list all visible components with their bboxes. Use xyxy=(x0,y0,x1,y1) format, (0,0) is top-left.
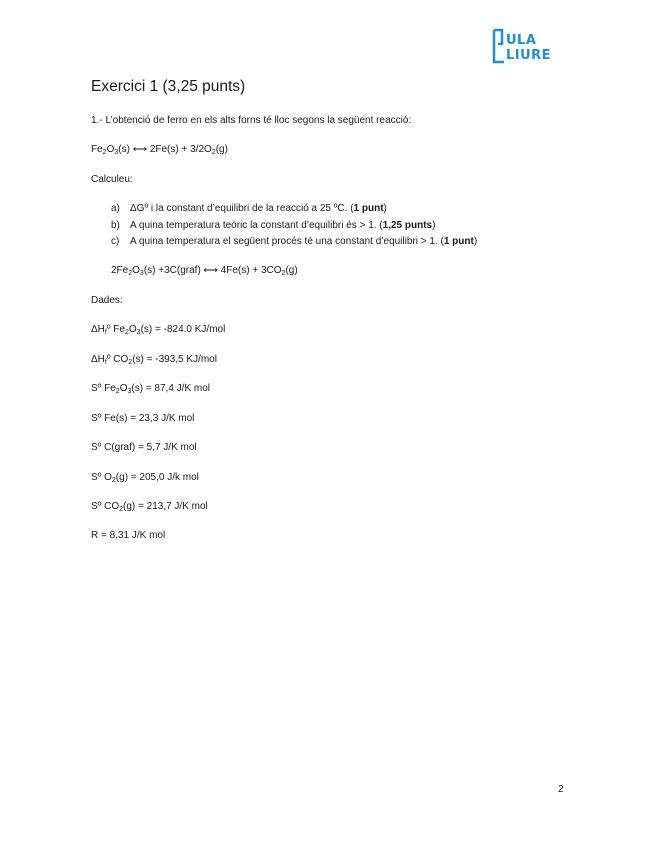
dades-label: Dades: xyxy=(91,295,123,306)
data-dh-co2: $\Delta H_fº$ $CO_2(s) = -393,5$ KJ/mol xyxy=(91,354,217,366)
reaction-2: $2Fe_2O_3(s)$ +3C(graf) ⟷ $4Fe(s) + 3CO_2(g)$ xyxy=(111,265,298,277)
aula-lliure-logo xyxy=(490,28,562,66)
exercise-title: Exercici 1 (3,25 punts) xyxy=(91,78,246,95)
item-marker: b) xyxy=(111,220,120,231)
data-s-fe: Sº Fe(s) = 23,3 J/K mol xyxy=(91,413,195,424)
item-marker: a) xyxy=(111,203,120,214)
intro-text: 1.- L’obtenció de ferro en els alts forns té lloc segons la següent reacció: xyxy=(91,115,412,126)
item-marker: c) xyxy=(111,236,120,247)
page-number: 2 xyxy=(558,784,564,795)
data-dh-fe2o3: $\Delta H_fº$ $Fe_2O_3(s) = -824.0$ KJ/mol xyxy=(91,324,226,336)
question-item-a: a) ΔGº i la constant d’equilibri de la reacció a 25 ºC. (1 punt) xyxy=(111,203,387,214)
data-s-c: Sº C(graf) = 5,7 J/K mol xyxy=(91,442,197,453)
calculeu-label: Calculeu: xyxy=(91,174,133,185)
question-item-c: c) A quina temperatura el següent procés té una constant d’equilibri > 1. (1 punt) xyxy=(111,236,478,247)
data-s-o2: Sº $O_2(g) = 205,0$ J/k mol xyxy=(91,472,199,484)
logo-line-1: ULA xyxy=(506,33,537,48)
reaction-1: $Fe_2O_3(s)$ ⟷ $2Fe(s) + 3/2O_2(g)$ xyxy=(91,144,228,156)
data-r-constant: R = 8,31 J/K mol xyxy=(91,530,166,541)
question-item-b: b) A quina temperatura teòric la constant d’equilibri és > 1. (1,25 punts) xyxy=(111,220,436,231)
data-s-fe2o3: Sº $Fe_2O_3(s) = 87,4$ J/K mol xyxy=(91,383,211,395)
logo-line-2: LIURE xyxy=(506,48,552,63)
data-s-co2: Sº $CO_2(g) = 213,7$ J/K mol xyxy=(91,501,208,513)
logo-bracket-icon xyxy=(492,28,504,64)
